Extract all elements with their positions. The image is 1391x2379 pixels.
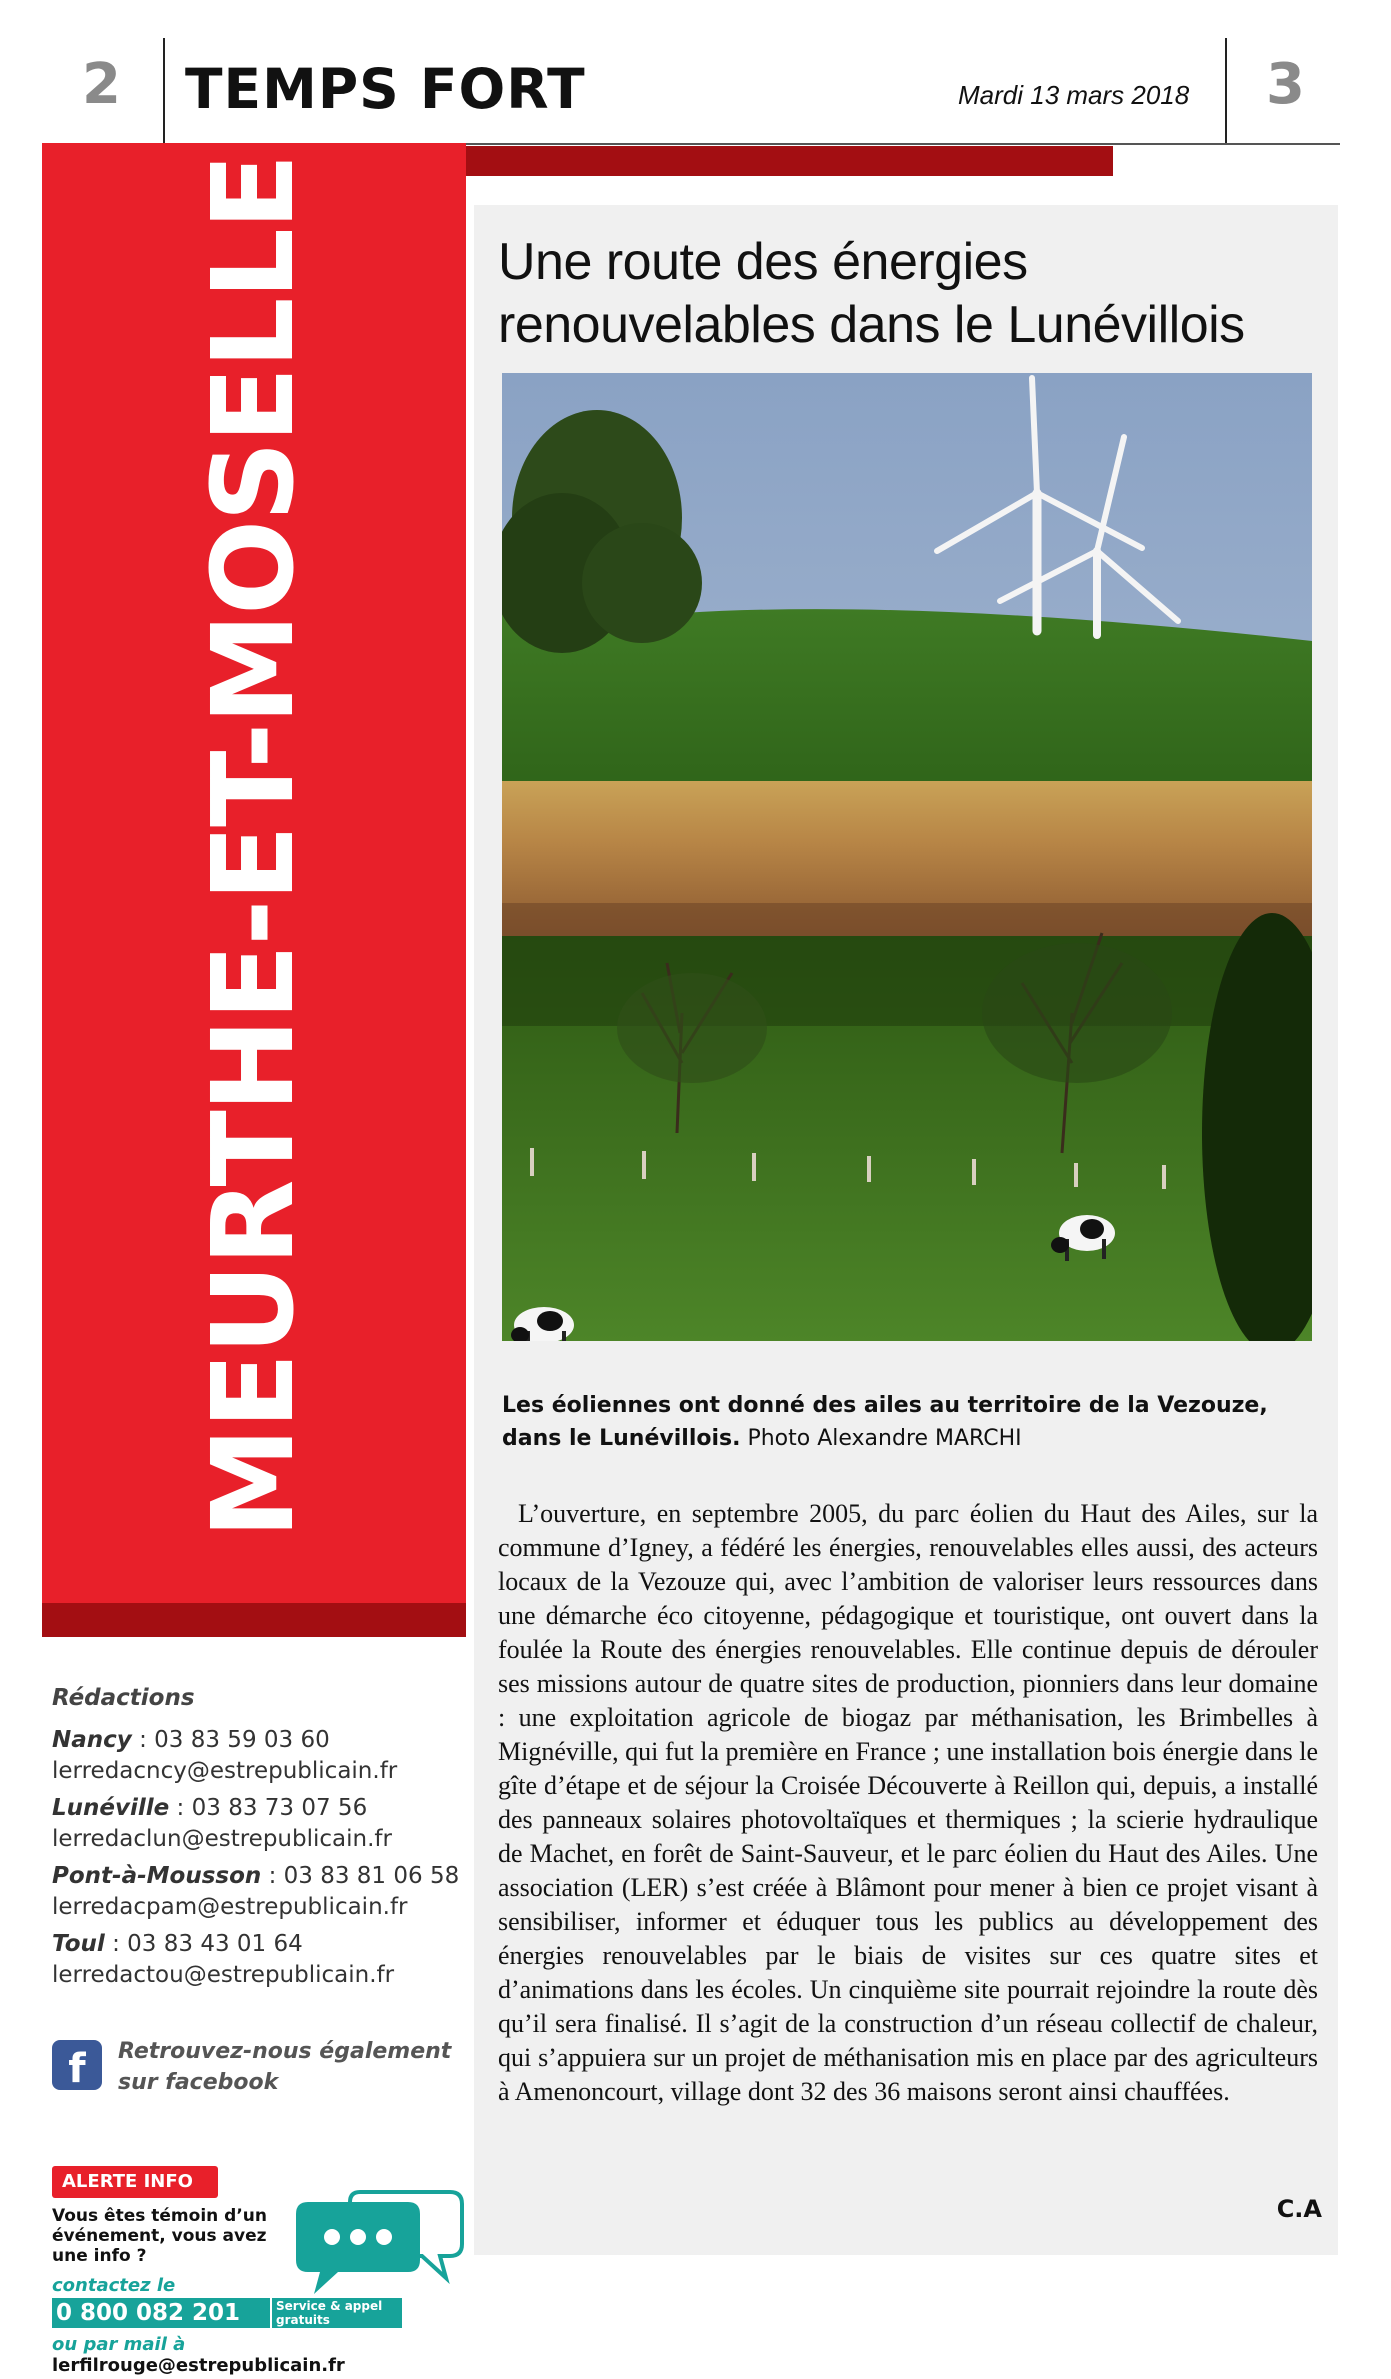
section-title: TEMPS FORT <box>185 57 586 121</box>
alert-question: Vous êtes témoin d’un événement, vous avez une info ? <box>52 2206 267 2266</box>
alert-phone[interactable]: 0 800 082 201 <box>52 2298 270 2328</box>
redactions-block <box>52 1685 472 1997</box>
article-photo <box>502 373 1312 1341</box>
contact-email[interactable]: lerredaclun@estrepublicain.fr <box>52 1826 392 1852</box>
alert-contact-prefix: contactez le <box>52 2275 176 2296</box>
page-number-right: 3 <box>1266 52 1305 117</box>
contact-email[interactable]: lerredactou@estrepublicain.fr <box>52 1962 395 1988</box>
chat-bubbles-icon <box>290 2182 470 2302</box>
contact-email[interactable]: lerredacncy@estrepublicain.fr <box>52 1758 398 1784</box>
facebook-promo[interactable] <box>52 2036 452 2106</box>
contact-luneville <box>52 1793 472 1855</box>
contact-phone: : 03 83 73 07 56 <box>169 1795 368 1821</box>
article-body: L’ouverture, en septembre 2005, du parc éolien du Haut des Ailes, sur la commune d’Igney, a fédéré les énergies, renouvelables elles aussi, des acteurs locaux de la Vezouze qui, avec l’ambition de valoriser leurs ressources dans une démarche éco citoyenne, pédagogique et touristique, ont ouvert dans la foulée la Route des énergies renouvelables. Elle continue depuis de dérouler ses missions autour de quatre sites de production, pionniers dans leur domaine : une exploitation agricole de biogaz par méthanisation, les Brimbelles à Mignéville, qui fut la première en France ; une installation bois énergie dans le gîte d’étape et de séjour la Croisée Découverte à Reillon qui, depuis, a installé des panneaux solaires photovoltaïques et thermiques ; la scierie hydraulique de Machet, en forêt de Saint-Sauveur, et le parc éolien du Haut des Ailes. Une association (LER) s’est créée à Blâmont pour mener à bien ce projet visant à sensibiliser, informer et éduquer tous les publics au développement des énergies renouvelables par le biais de visites sur ces quatre sites et d’animations dans les écoles. Un cinquième site pourrait rejoindre la route dès qu’il sera finalisé. Il s’agit de la construction d’un réseau collectif de chaleur, qui s’appuiera sur un projet de méthanisation mis en place par des agriculteurs à Amenoncourt, village dont 32 des 36 maisons seront ainsi chauffées. <box>498 1499 1318 2106</box>
alert-mail-prefix: ou par mail à <box>52 2334 186 2355</box>
article-signature: C.A <box>1276 2195 1322 2223</box>
alert-badge <box>52 2166 218 2198</box>
contact-nancy <box>52 1725 472 1787</box>
photo-caption <box>502 1389 1316 1455</box>
header-divider-left <box>163 38 165 144</box>
contact-city: Lunéville <box>52 1795 170 1821</box>
article <box>474 205 1338 2255</box>
contact-phone: : 03 83 59 03 60 <box>131 1727 330 1753</box>
alert-badge-label: ALERTE INFO <box>62 2171 193 2192</box>
alert-free-label: Service & appel gratuits <box>272 2298 402 2328</box>
facebook-text: Retrouvez-nous également sur facebook <box>118 2039 452 2095</box>
header-divider-right <box>1225 38 1227 144</box>
contact-city: Toul <box>52 1931 105 1957</box>
contact-city: Nancy <box>52 1727 132 1753</box>
article-headline: Une route des énergies renouvelables dans le Lunévillois <box>498 233 1245 354</box>
caption-text: Les éoliennes ont donné des ailes au territoire de la Vezouze, dans le Lunévillois. <box>502 1393 1268 1451</box>
contact-phone: : 03 83 43 01 64 <box>104 1931 303 1957</box>
alert-mail-line <box>52 2334 462 2376</box>
alert-mail[interactable]: lerfilrouge@estrepublicain.fr <box>52 2355 345 2376</box>
contact-city: Pont-à-Mousson <box>52 1863 262 1889</box>
region-label: MEURTHE-ET-MOSELLE <box>189 155 319 1539</box>
page-number-left: 2 <box>82 52 121 117</box>
contact-email[interactable]: lerredacpam@estrepublicain.fr <box>52 1894 408 1920</box>
contact-toul <box>52 1929 472 1991</box>
redactions-title: Rédactions <box>52 1685 195 1711</box>
issue-date: Mardi 13 mars 2018 <box>958 80 1190 110</box>
photo-credit: Photo Alexandre MARCHI <box>747 1426 1022 1451</box>
contact-phone: : 03 83 81 06 58 <box>261 1863 460 1889</box>
alert-info-block <box>52 2166 462 2376</box>
contact-pont-a-mousson <box>52 1861 472 1923</box>
facebook-icon[interactable]: f <box>52 2040 102 2090</box>
region-band-bottom <box>42 1603 466 1637</box>
